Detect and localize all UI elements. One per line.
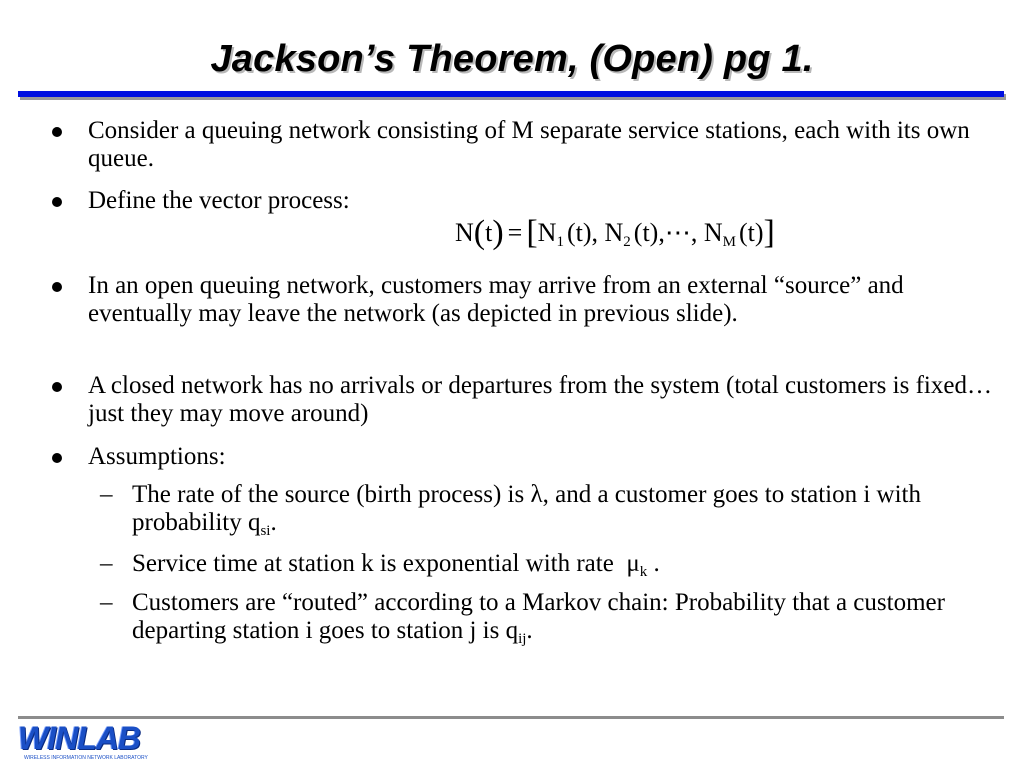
sub-1-text-b: , and a customer goes to station i with probability q	[132, 481, 921, 536]
bullet-4-text: A closed network has no arrivals or departures from the system (total customers is fixed… just they may move around)	[88, 372, 992, 427]
sub-dash: –	[100, 481, 113, 508]
eq-t1: (t),	[566, 218, 598, 247]
eq-tm: (t)	[738, 218, 764, 247]
footer-rule	[18, 716, 1004, 719]
eq-sub-2: 2	[623, 234, 631, 250]
eq-dots: ⋯,	[664, 218, 698, 247]
sub-3-text-a: Customers are “routed” according to a Markov chain: Probability that a customer departing station i goes to station j is q	[132, 589, 945, 644]
eq-arg: t	[485, 218, 493, 247]
title-underline	[18, 91, 1004, 97]
vector-process-equation: $N(t) = [N_1$ (t), $N_2$ (t),⋯, $N_M$ (t)]	[455, 214, 775, 251]
sub-3-subscript: ij	[518, 631, 527, 647]
eq-equals: =	[507, 218, 523, 247]
bullet-dot	[52, 453, 62, 463]
bullet-dot	[52, 127, 62, 137]
bullet-2-text: Define the vector process:	[88, 187, 350, 214]
lambda-symbol: λ	[530, 481, 543, 508]
bullet-dot	[52, 382, 62, 392]
eq-lhs: N	[455, 218, 474, 247]
sub-1-text-a: The rate of the source (birth process) is	[132, 481, 531, 508]
sub-2-text-c: .	[647, 550, 660, 577]
sub-1-subscript: si	[260, 523, 271, 539]
eq-sub-m: M	[722, 234, 736, 250]
sub-dash: –	[100, 589, 113, 616]
bullet-5-text: Assumptions:	[88, 443, 226, 470]
logo-tagline: WIRELESS INFORMATION NETWORK LABORATORY	[24, 755, 148, 761]
bullet-dot	[52, 282, 62, 292]
eq-nm: N	[703, 218, 723, 247]
sub-dash: –	[100, 550, 113, 577]
eq-sub-1: 1	[556, 234, 564, 250]
sub-3-text-c: .	[526, 617, 533, 644]
winlab-logo	[18, 720, 168, 762]
bullet-1-text: Consider a queuing network consisting of M separate service stations, each with its own queue.	[88, 117, 970, 172]
bullet-3-text: In an open queuing network, customers may arrive from an external “source” and eventually may leave the network (as depicted in previous slide).	[88, 272, 904, 327]
sub-1-text-c: .	[270, 509, 277, 536]
sub-2-subscript: k	[639, 564, 648, 580]
logo-word: WINLAB	[18, 720, 140, 756]
sub-2-text-a: Service time at station k is exponential with rate	[132, 550, 627, 577]
slide-title: Jackson’s Theorem, (Open) pg 1.	[210, 38, 814, 80]
mu-symbol: μ	[626, 550, 640, 577]
eq-n2: N	[604, 218, 624, 247]
eq-t2: (t),	[633, 218, 665, 247]
eq-n1: N	[537, 218, 557, 247]
bullet-dot	[52, 197, 62, 207]
